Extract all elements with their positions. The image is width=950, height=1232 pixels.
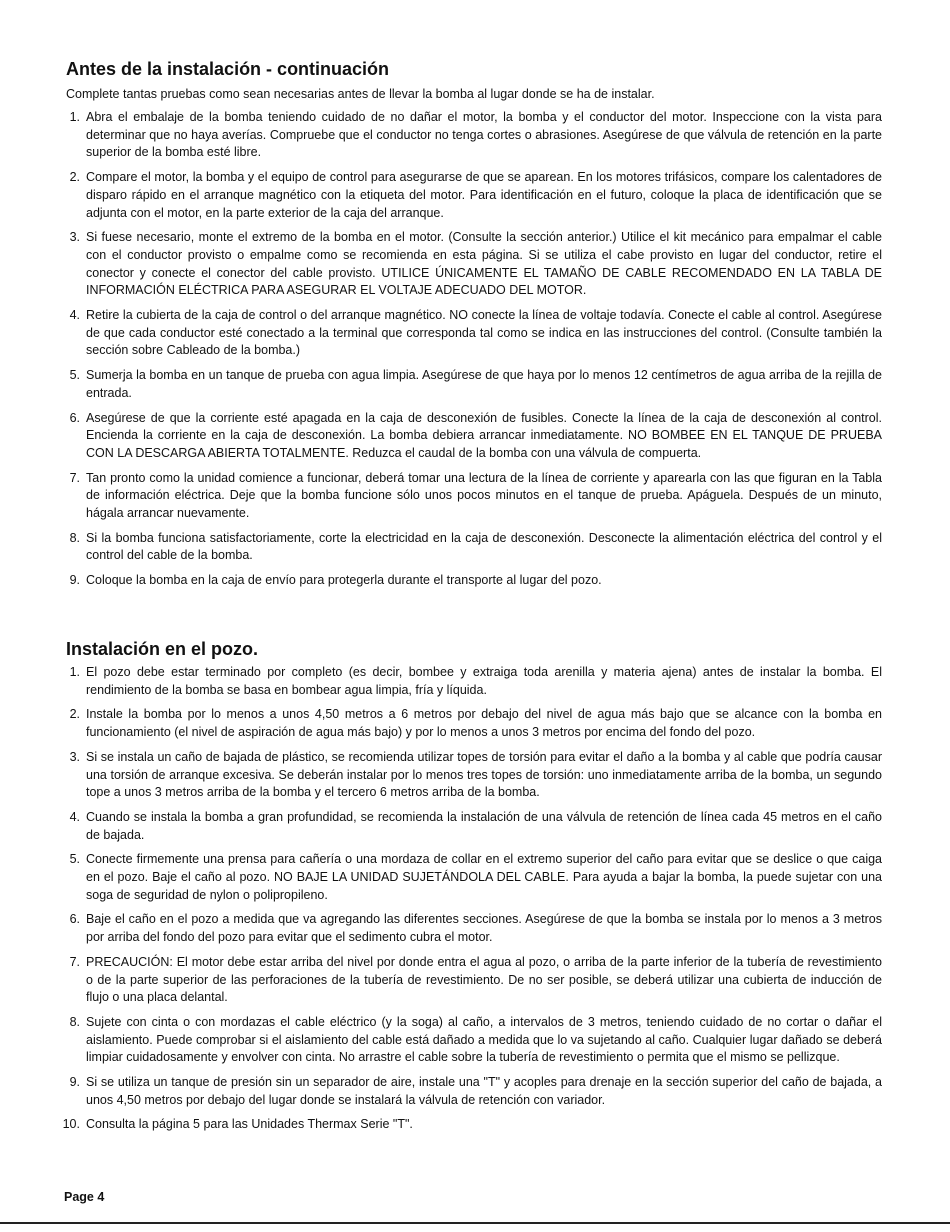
list-item	[0, 911, 950, 946]
list-item	[0, 410, 950, 463]
list-item	[0, 109, 950, 162]
item-number: 2.	[69, 170, 80, 185]
item-number: 2.	[69, 707, 80, 722]
list-item	[0, 664, 950, 699]
list-item	[0, 530, 950, 565]
section-well-installation	[0, 638, 950, 1141]
item-text: El pozo debe estar terminado por completo (es decir, bombee y extraiga toda arenilla y materia ajena) antes de instalar la bomba. El rendimiento de la bomba se basa en bombear agua limpia, fría y líquida.	[86, 665, 882, 697]
item-text: Si la bomba funciona satisfactoriamente, corte la electricidad en la caja de desconexión. Desconecte la alimentación eléctrica del control y el control del cable de la bomba.	[86, 530, 882, 563]
numbered-list	[0, 109, 950, 590]
section-heading: Antes de la instalación - continuación	[66, 59, 390, 79]
item-text: Si se instala un caño de bajada de plástico, se recomienda utilizar topes de torsión para evitar el daño a la bomba y al cable que podría causar una torsión de arranque excesiva. Se deberán instalar por lo menos tres topes de torsión: uno inmediatamente arriba de la bomba, un segundo tope a unos 3 metros arriba de la bomba y el tercero 6 metros arriba de la bomba.	[86, 749, 882, 800]
list-item	[0, 809, 950, 844]
item-text: Conecte firmemente una prensa para cañería o una mordaza de collar en el extremo superior del caño para evitar que se deslice o que caiga en el pozo. Baje el caño al pozo. NO BAJE LA UNIDAD SUJETÁNDOLA DEL CABLE. Para ayuda a bajar la bomba, la puede sujetar con una soga de seguridad de nylon o polipropileno.	[86, 852, 882, 902]
item-number: 3.	[69, 749, 80, 764]
list-item	[0, 1074, 950, 1109]
item-number: 10.	[62, 1117, 80, 1132]
item-number: 4.	[69, 308, 80, 323]
section-before-installation	[0, 58, 950, 597]
list-item	[0, 229, 950, 300]
list-item	[0, 169, 950, 222]
item-text: Si se utiliza un tanque de presión sin un separador de aire, instale una "T" y acoples para drenaje en la sección superior del caño de bajada, a unos 4,50 metros por debajo del lugar donde se instalará la válvula de retención con variador.	[86, 1075, 882, 1107]
item-number: 7.	[69, 954, 80, 969]
list-item	[0, 954, 950, 1007]
list-item	[0, 470, 950, 523]
item-text: Abra el embalaje de la bomba teniendo cuidado de no dañar el motor, la bomba y el conductor del motor. Inspeccione con la vista para determinar que no haya averías. Compruebe que el conductor no tenga cortes o abrasiones. Asegúrese de que válvula de retención en la parte superior de la bomba esté libre.	[86, 110, 882, 160]
item-text: Retire la cubierta de la caja de control o del arranque magnético. NO conecte la línea de voltaje todavía. Conecte el cable al control. Asegúrese de que cada conductor esté conectado a la terminal que corresponda tal como se indica en las instrucciones del control. (Consulte también la sección sobre Cableado de la bomba.)	[86, 308, 882, 358]
list-item	[0, 1116, 950, 1134]
page-number: Page 4	[64, 1190, 105, 1204]
item-number: 3.	[69, 230, 80, 245]
footer-divider	[0, 1222, 950, 1224]
item-text: PRECAUCIÓN: El motor debe estar arriba del nivel por donde entra el agua al pozo, o arriba de la parte inferior de la tubería de revestimiento o de la parte superior de las perforaciones de la tubería de revestimiento. De no ser posible, se deberá utilizar una cubierta de inducción de flujo o una placa delantal.	[86, 954, 882, 1005]
item-text: Sumerja la bomba en un tanque de prueba con agua limpia. Asegúrese de que haya por lo menos 12 centímetros de agua arriba de la rejilla de entrada.	[86, 368, 882, 400]
list-item	[0, 851, 950, 904]
list-item	[0, 307, 950, 360]
item-text: Compare el motor, la bomba y el equipo de control para asegurarse de que se aparean. En los motores trifásicos, compare los calentadores de disparo rápido en el arranque magnético con la etiqueta del motor. Para identificación en el futuro, coloque la placa de identificación que se adjunta con el motor, en la parte exterior de la caja del arranque.	[86, 170, 882, 220]
item-text: Sujete con cinta o con mordazas el cable eléctrico (y la soga) al caño, a intervalos de 3 metros, teniendo cuidado de no cortar o dañar el aislamiento. Puede comprobar si el aislamiento del cable está dañado a medida que lo va sujetando al caño. Cualquier lugar dañado se deberá limpiar cuidadosamente y envolver con cinta. No arrastre el cable sobre la tubería de revestimiento o permita que el mismo se pellizque.	[86, 1014, 882, 1065]
item-number: 5.	[69, 368, 80, 383]
list-item	[0, 749, 950, 802]
list-item	[0, 367, 950, 402]
item-number: 6.	[69, 912, 80, 927]
item-number: 9.	[69, 1075, 80, 1090]
list-item	[0, 1014, 950, 1067]
item-number: 6.	[69, 410, 80, 425]
item-text: Baje el caño en el pozo a medida que va agregando las diferentes secciones. Asegúrese de que la bomba se instala por lo menos a 3 metros por arriba del fondo del pozo para evitar que el sedimento cubra el motor.	[86, 912, 882, 945]
item-text: Cuando se instala la bomba a gran profundidad, se recomienda la instalación de una válvula de retención de línea cada 45 metros en el caño de bajada.	[86, 809, 882, 842]
list-item	[0, 706, 950, 741]
numbered-list	[0, 664, 950, 1134]
item-text: Tan pronto como la unidad comience a funcionar, deberá tomar una lectura de la línea de corriente y aparearla con las que figuran en la Tabla de información eléctrica. Deje que la bomba funcione sólo unos pocos minutos en el tanque de prueba. Apáguela. Después de un minuto, hágala arrancar nuevamente.	[86, 470, 882, 521]
item-number: 8.	[69, 530, 80, 545]
item-number: 7.	[69, 470, 80, 485]
list-item	[0, 572, 950, 590]
item-number: 9.	[69, 573, 80, 588]
item-text: Instale la bomba por lo menos a unos 4,50 metros a 6 metros por debajo del nivel de agua más bajo que se alcance con la bomba en funcionamiento (el nivel de aspiración de agua más bajo) y por lo menos a unos 3 metros por encima del fondo del pozo.	[86, 707, 882, 740]
item-number: 4.	[69, 809, 80, 824]
section-intro: Complete tantas pruebas como sean necesarias antes de llevar la bomba al lugar donde se ha de instalar.	[66, 87, 655, 101]
item-number: 1.	[69, 665, 80, 679]
item-text: Consulta la página 5 para las Unidades Thermax Serie "T".	[86, 1117, 413, 1132]
section-heading: Instalación en el pozo.	[66, 639, 259, 659]
item-text: Coloque la bomba en la caja de envío para protegerla durante el transporte al lugar del pozo.	[86, 573, 602, 588]
item-number: 1.	[69, 110, 80, 124]
item-number: 8.	[69, 1014, 80, 1029]
item-text: Asegúrese de que la corriente esté apagada en la caja de desconexión de fusibles. Conecte la línea de la caja de desconexión al control. Encienda la corriente en la caja de desconexión. La bomba debiera arrancar inmediatamente. NO BOMBEE EN EL TANQUE DE PRUEBA CON LA DESCARGA ABIERTA TOTALMENTE. Reduzca el caudal de la bomba con una válvula de compuerta.	[86, 410, 882, 460]
item-text: Si fuese necesario, monte el extremo de la bomba en el motor. (Consulte la sección anterior.) Utilice el kit mecánico para empalmar el cable con el conductor provisto o empalme como se recomienda en esta página. Si se utiliza el cabe provisto en lugar del conductor, retire el conector y conecte el conector del cable provisto. UTILICE ÚNICAMENTE EL TAMAÑO DE CABLE RECOMENDADO EN LA TABLA DE INFORMACIÓN ELÉCTRICA PARA ASEGURAR EL VOLTAJE ADECUADO DEL MOTOR.	[86, 230, 882, 298]
item-number: 5.	[69, 852, 80, 867]
